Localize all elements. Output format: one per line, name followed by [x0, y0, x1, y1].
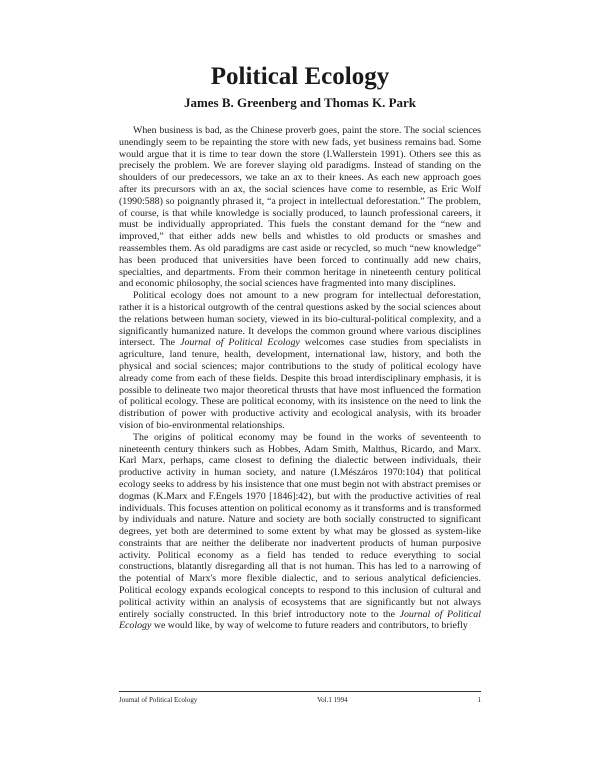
paragraph-2-text-b: welcomes case studies from specialists in agriculture, land tenure, health, development, international law, history, and both the physical and social sciences; major contributions to the study of political ecology have already come from each of these fields. Despite this broad interdisciplinary emphasis, it is possible to delineate two major theoretical thrusts that have most influenced the formation of political ecology. These are political economy, with its insistence on the need to link the distribution of power with productive activity and ecological analysis, with its broader vision of bio-environmental relationships. [119, 337, 482, 431]
journal-name-italic: Journal of Political Ecology [180, 337, 300, 349]
footer-page-number: 1 [477, 696, 481, 704]
footer-volume: Vol.1 1994 [317, 696, 348, 704]
page-title: Political Ecology [210, 63, 390, 90]
paragraph-2-text-a: Political ecology does not amount to a new program for intellectual deforestation, rather it is a historical outgrowth of the central questions asked by the social sciences about the relations between human society, viewed in its bio-cultural-political complexity, and a significantly humanized nature. It develops the common ground where various disciplines intersect. The [119, 290, 481, 349]
authors-line: James B. Greenberg and Thomas K. Park [183, 95, 417, 110]
footer-journal-name: Journal of Political Ecology [119, 696, 198, 704]
paragraph-3 [119, 432, 481, 633]
page-footer [119, 691, 481, 704]
paragraph-3-text-a: The origins of political economy may be found in the works of seventeenth to nineteenth century thinkers such as Hobbes, Adam Smith, Malthus, Ricardo, and Marx. Karl Marx, perhaps, came closest to defining the dialectic between individuals, their productive activity in human society, and nature (I.Mészáros 1970:104) that political ecology seeks to address by his insistence that one must begin not with abstract premises or dogmas (K.Marx and F.Engels 1970 [1846]:42), but with the productive activities of real individuals. This focuses attention on political economy as it transforms and is transformed by individuals and nature. Nature and society are both socially constructed to significant degrees, yet both are determined to some extent by what may be glossed as system-like constraints that are neither the deliberate nor inadvertent products of human purposive activity. Political economy as a field has tended to reduce everything to social constructions, blatantly disregarding all that is not human. This has led to a narrowing of the potential of Marx's more flexible dialectic, and to serious analytical deficiencies. Political ecology expands ecological concepts to respond to this inclusion of cultural and political activity within an analysis of ecosystems that are significantly but not always entirely socially constructed. In this brief introductory note to the [119, 431, 481, 620]
paragraph-3-text-b: we would like, by way of welcome to future readers and contributors, to briefly [151, 620, 468, 632]
article-body [119, 125, 481, 632]
paragraph-2 [119, 290, 481, 432]
paragraph-1: When business is bad, as the Chinese proverb goes, paint the store. The social sciences unendingly seem to be repainting the store with new fads, yet business remains bad. Some would argue that it is time to tear down the store (I.Wallerstein 1991). Others see this as precisely the problem. We are forever slaying old paradigms. Instead of standing on the shoulders of our predecessors, we take an ax to their knees. As each new approach goes after its precursors with an ax, the social sciences have come to resemble, as Eric Wolf (1990:588) so poignantly phrased it, “a project in intellectual deforestation.” The problem, of course, is that while knowledge is socially produced, to launch professional careers, it must be individually appropriated. This fuels the constant demand for the “new and improved,” that either adds new bells and whistles to old products or smashes and reassembles them. As old paradigms are cast aside or recycled, so much “new knowledge” has been produced that universities have been forced to continually add new chairs, specialties, and departments. From their common heritage in nineteenth century political and economic philosophy, the social sciences have fragmented into many disciplines. [119, 125, 481, 290]
journal-name-italic: Journal of Political Ecology [119, 608, 481, 632]
